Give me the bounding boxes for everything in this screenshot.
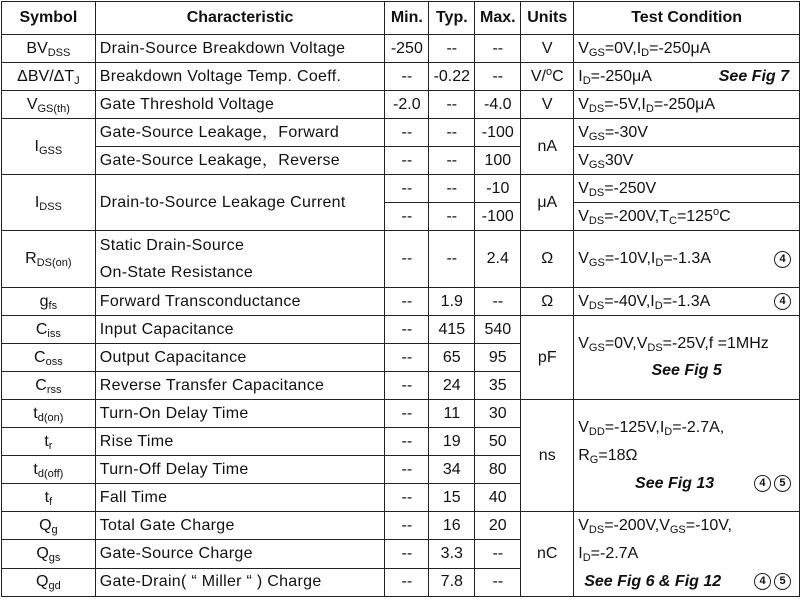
unit-cell: nA	[521, 119, 574, 175]
max-cell: --	[475, 63, 521, 91]
characteristic-cell: Drain-Source Breakdown Voltage	[95, 35, 385, 63]
note-5-icon: 5	[774, 475, 791, 492]
min-cell: --	[385, 288, 429, 316]
characteristic-cell: Turn-On Delay Time	[95, 400, 385, 428]
table-row	[2, 91, 800, 119]
typ-cell: 3.3	[429, 540, 475, 568]
unit-cell: pF	[521, 316, 574, 400]
table-row	[2, 512, 800, 540]
characteristic-cell: Gate-Source Leakage，Reverse	[95, 147, 385, 175]
symbol-cell: $Q_g$	[2, 512, 96, 540]
unit-cell: Ω	[521, 288, 574, 316]
header-characteristic: Characteristic	[95, 2, 385, 35]
symbol-cell: $t_f$	[2, 484, 96, 512]
table-row	[2, 231, 800, 288]
min-cell: --	[385, 512, 429, 540]
min-cell: -2.0	[385, 91, 429, 119]
max-cell: -10	[475, 175, 521, 203]
max-cell: 80	[475, 456, 521, 484]
min-cell: --	[385, 428, 429, 456]
header-symbol: Symbol	[2, 2, 96, 35]
unit-cell: μA	[521, 175, 574, 231]
symbol-cell: ΔBV/$\Delta T_J$	[2, 63, 96, 91]
max-cell: -100	[475, 119, 521, 147]
characteristic-cell: Gate-Source Leakage，Forward	[95, 119, 385, 147]
symbol-cell: $Q_{gd}$	[2, 568, 96, 596]
typ-cell: 15	[429, 484, 475, 512]
note-4-icon: 4	[754, 573, 771, 590]
characteristic-cell: Total Gate Charge	[95, 512, 385, 540]
figure-reference: See Fig 13	[635, 474, 715, 492]
max-cell: --	[475, 35, 521, 63]
typ-cell: 65	[429, 344, 475, 372]
characteristic-cell: Fall Time	[95, 484, 385, 512]
max-cell: 30	[475, 400, 521, 428]
typ-cell: 415	[429, 316, 475, 344]
max-cell: 50	[475, 428, 521, 456]
symbol-cell: $C_{iss}$	[2, 316, 96, 344]
characteristic-cell: Rise Time	[95, 428, 385, 456]
test-condition-cell: $V_{GS}=0V,V_{DS}=-25V,f =1MHz$ See Fig 5	[574, 316, 800, 400]
test-condition-cell: $V_{GS}30V$	[574, 147, 800, 175]
test-condition-cell: $I_D=-250\mu A$ See Fig 7	[574, 63, 800, 91]
characteristic-cell: Breakdown Voltage Temp. Coeff.	[95, 63, 385, 91]
unit-cell: nC	[521, 512, 574, 597]
typ-cell: 7.8	[429, 568, 475, 596]
max-cell: --	[475, 540, 521, 568]
typ-cell: --	[429, 91, 475, 119]
min-cell: --	[385, 63, 429, 91]
test-condition-cell: $V_{GS}=-10V,I_D=-1.3A$ 4	[574, 231, 800, 288]
typ-cell: 11	[429, 400, 475, 428]
characteristic-cell: Reverse Transfer Capacitance	[95, 372, 385, 400]
characteristic-line-1: Static Drain-Source	[99, 237, 245, 254]
characteristic-cell: Gate-Source Charge	[95, 540, 385, 568]
table-row	[2, 35, 800, 63]
typ-cell: -0.22	[429, 63, 475, 91]
symbol-cell: $t_r$	[2, 428, 96, 456]
typ-cell: 19	[429, 428, 475, 456]
symbol-cell: $t_{d(off)}$	[2, 456, 96, 484]
max-cell: --	[475, 288, 521, 316]
test-condition-cell: $V_{DS}=-5V,I_D=-250\mu A$	[574, 91, 800, 119]
table-row	[2, 175, 800, 203]
max-cell: 95	[475, 344, 521, 372]
min-cell: --	[385, 400, 429, 428]
unit-cell: Ω	[521, 231, 574, 288]
table-row	[2, 316, 800, 344]
typ-cell: 1.9	[429, 288, 475, 316]
symbol-cell: $t_{d(on)}$	[2, 400, 96, 428]
figure-reference: See Fig 6 & Fig 12	[584, 573, 722, 590]
characteristic-cell: Output Capacitance	[95, 344, 385, 372]
min-cell: --	[385, 540, 429, 568]
header-max: Max.	[475, 2, 521, 35]
header-row	[2, 2, 800, 35]
note-4-icon: 4	[774, 293, 791, 310]
min-cell: -250	[385, 35, 429, 63]
note-4-icon: 4	[754, 475, 771, 492]
symbol-cell: $I_{DSS}$	[2, 175, 96, 231]
max-cell: 540	[475, 316, 521, 344]
test-condition-cell: $V_{DS}=-200V,V_{GS}=-10V$, $I_D=-2.7A$ See Fig 6 & Fig 12 4 5	[574, 512, 800, 597]
unit-cell: V/$^o$C	[521, 63, 574, 91]
header-units: Units	[521, 2, 574, 35]
unit-cell: V	[521, 35, 574, 63]
header-min: Min.	[385, 2, 429, 35]
test-condition-cell: $V_{GS}=0V,I_D=-250\mu A$	[574, 35, 800, 63]
min-cell: --	[385, 231, 429, 288]
symbol-cell: $R_{DS(on)}$	[2, 231, 96, 288]
symbol-cell: $I_{GSS}$	[2, 119, 96, 175]
note-4-icon: 4	[774, 251, 791, 268]
test-condition-cell: $V_{DS}=-250V$	[574, 175, 800, 203]
characteristic-cell: Input Capacitance	[95, 316, 385, 344]
max-cell: 20	[475, 512, 521, 540]
typ-cell: --	[429, 175, 475, 203]
unit-cell: V	[521, 91, 574, 119]
typ-cell: --	[429, 147, 475, 175]
symbol-cell: $C_{oss}$	[2, 344, 96, 372]
table-row	[2, 400, 800, 428]
table-row	[2, 63, 800, 91]
min-cell: --	[385, 147, 429, 175]
max-cell: 35	[475, 372, 521, 400]
typ-cell: --	[429, 231, 475, 288]
header-typ: Typ.	[429, 2, 475, 35]
symbol-cell: $g_{fs}$	[2, 288, 96, 316]
test-condition-cell: $V_{DS}=-200V,T_C=125^oC$	[574, 203, 800, 231]
min-cell: --	[385, 484, 429, 512]
symbol-cell: $V_{GS(th)}$	[2, 91, 96, 119]
max-cell: 100	[475, 147, 521, 175]
max-cell: 2.4	[475, 231, 521, 288]
test-condition-cell: $V_{GS}=-30V$	[574, 119, 800, 147]
typ-cell: 24	[429, 372, 475, 400]
figure-reference: See Fig 7	[718, 67, 789, 85]
min-cell: --	[385, 316, 429, 344]
electrical-characteristics-table	[1, 1, 800, 597]
max-cell: --	[475, 568, 521, 596]
max-cell: 40	[475, 484, 521, 512]
min-cell: --	[385, 372, 429, 400]
characteristic-cell: Turn-Off Delay Time	[95, 456, 385, 484]
figure-reference: See Fig 5	[651, 362, 722, 379]
characteristic-cell	[95, 231, 385, 288]
note-5-icon: 5	[774, 573, 791, 590]
characteristic-cell: Drain-to-Source Leakage Current	[95, 175, 385, 231]
characteristic-cell: Gate-Drain( “ Miller “ ) Charge	[95, 568, 385, 596]
symbol-cell: $Q_{gs}$	[2, 540, 96, 568]
test-condition-cell: $V_{DS}=-40V,I_D=-1.3A$ 4	[574, 288, 800, 316]
table-row	[2, 119, 800, 147]
typ-cell: 34	[429, 456, 475, 484]
min-cell: --	[385, 119, 429, 147]
typ-cell: 16	[429, 512, 475, 540]
table-row	[2, 288, 800, 316]
header-test-condition: Test Condition	[574, 2, 800, 35]
characteristic-line-2: On-State Resistance	[99, 264, 254, 281]
unit-cell: ns	[521, 400, 574, 512]
test-condition-cell: $V_{DD}=-125V,I_D=-2.7A$, $R_G=18\Omega$ See Fig 13 4 5	[574, 400, 800, 512]
symbol-cell: $C_{rss}$	[2, 372, 96, 400]
characteristic-cell: Forward Transconductance	[95, 288, 385, 316]
max-cell: -100	[475, 203, 521, 231]
table-row	[2, 147, 800, 175]
min-cell: --	[385, 203, 429, 231]
typ-cell: --	[429, 35, 475, 63]
max-cell: -4.0	[475, 91, 521, 119]
min-cell: --	[385, 344, 429, 372]
typ-cell: --	[429, 203, 475, 231]
characteristic-cell: Gate Threshold Voltage	[95, 91, 385, 119]
typ-cell: --	[429, 119, 475, 147]
min-cell: --	[385, 175, 429, 203]
symbol-cell: $BV_{DSS}$	[2, 35, 96, 63]
min-cell: --	[385, 456, 429, 484]
min-cell: --	[385, 568, 429, 596]
